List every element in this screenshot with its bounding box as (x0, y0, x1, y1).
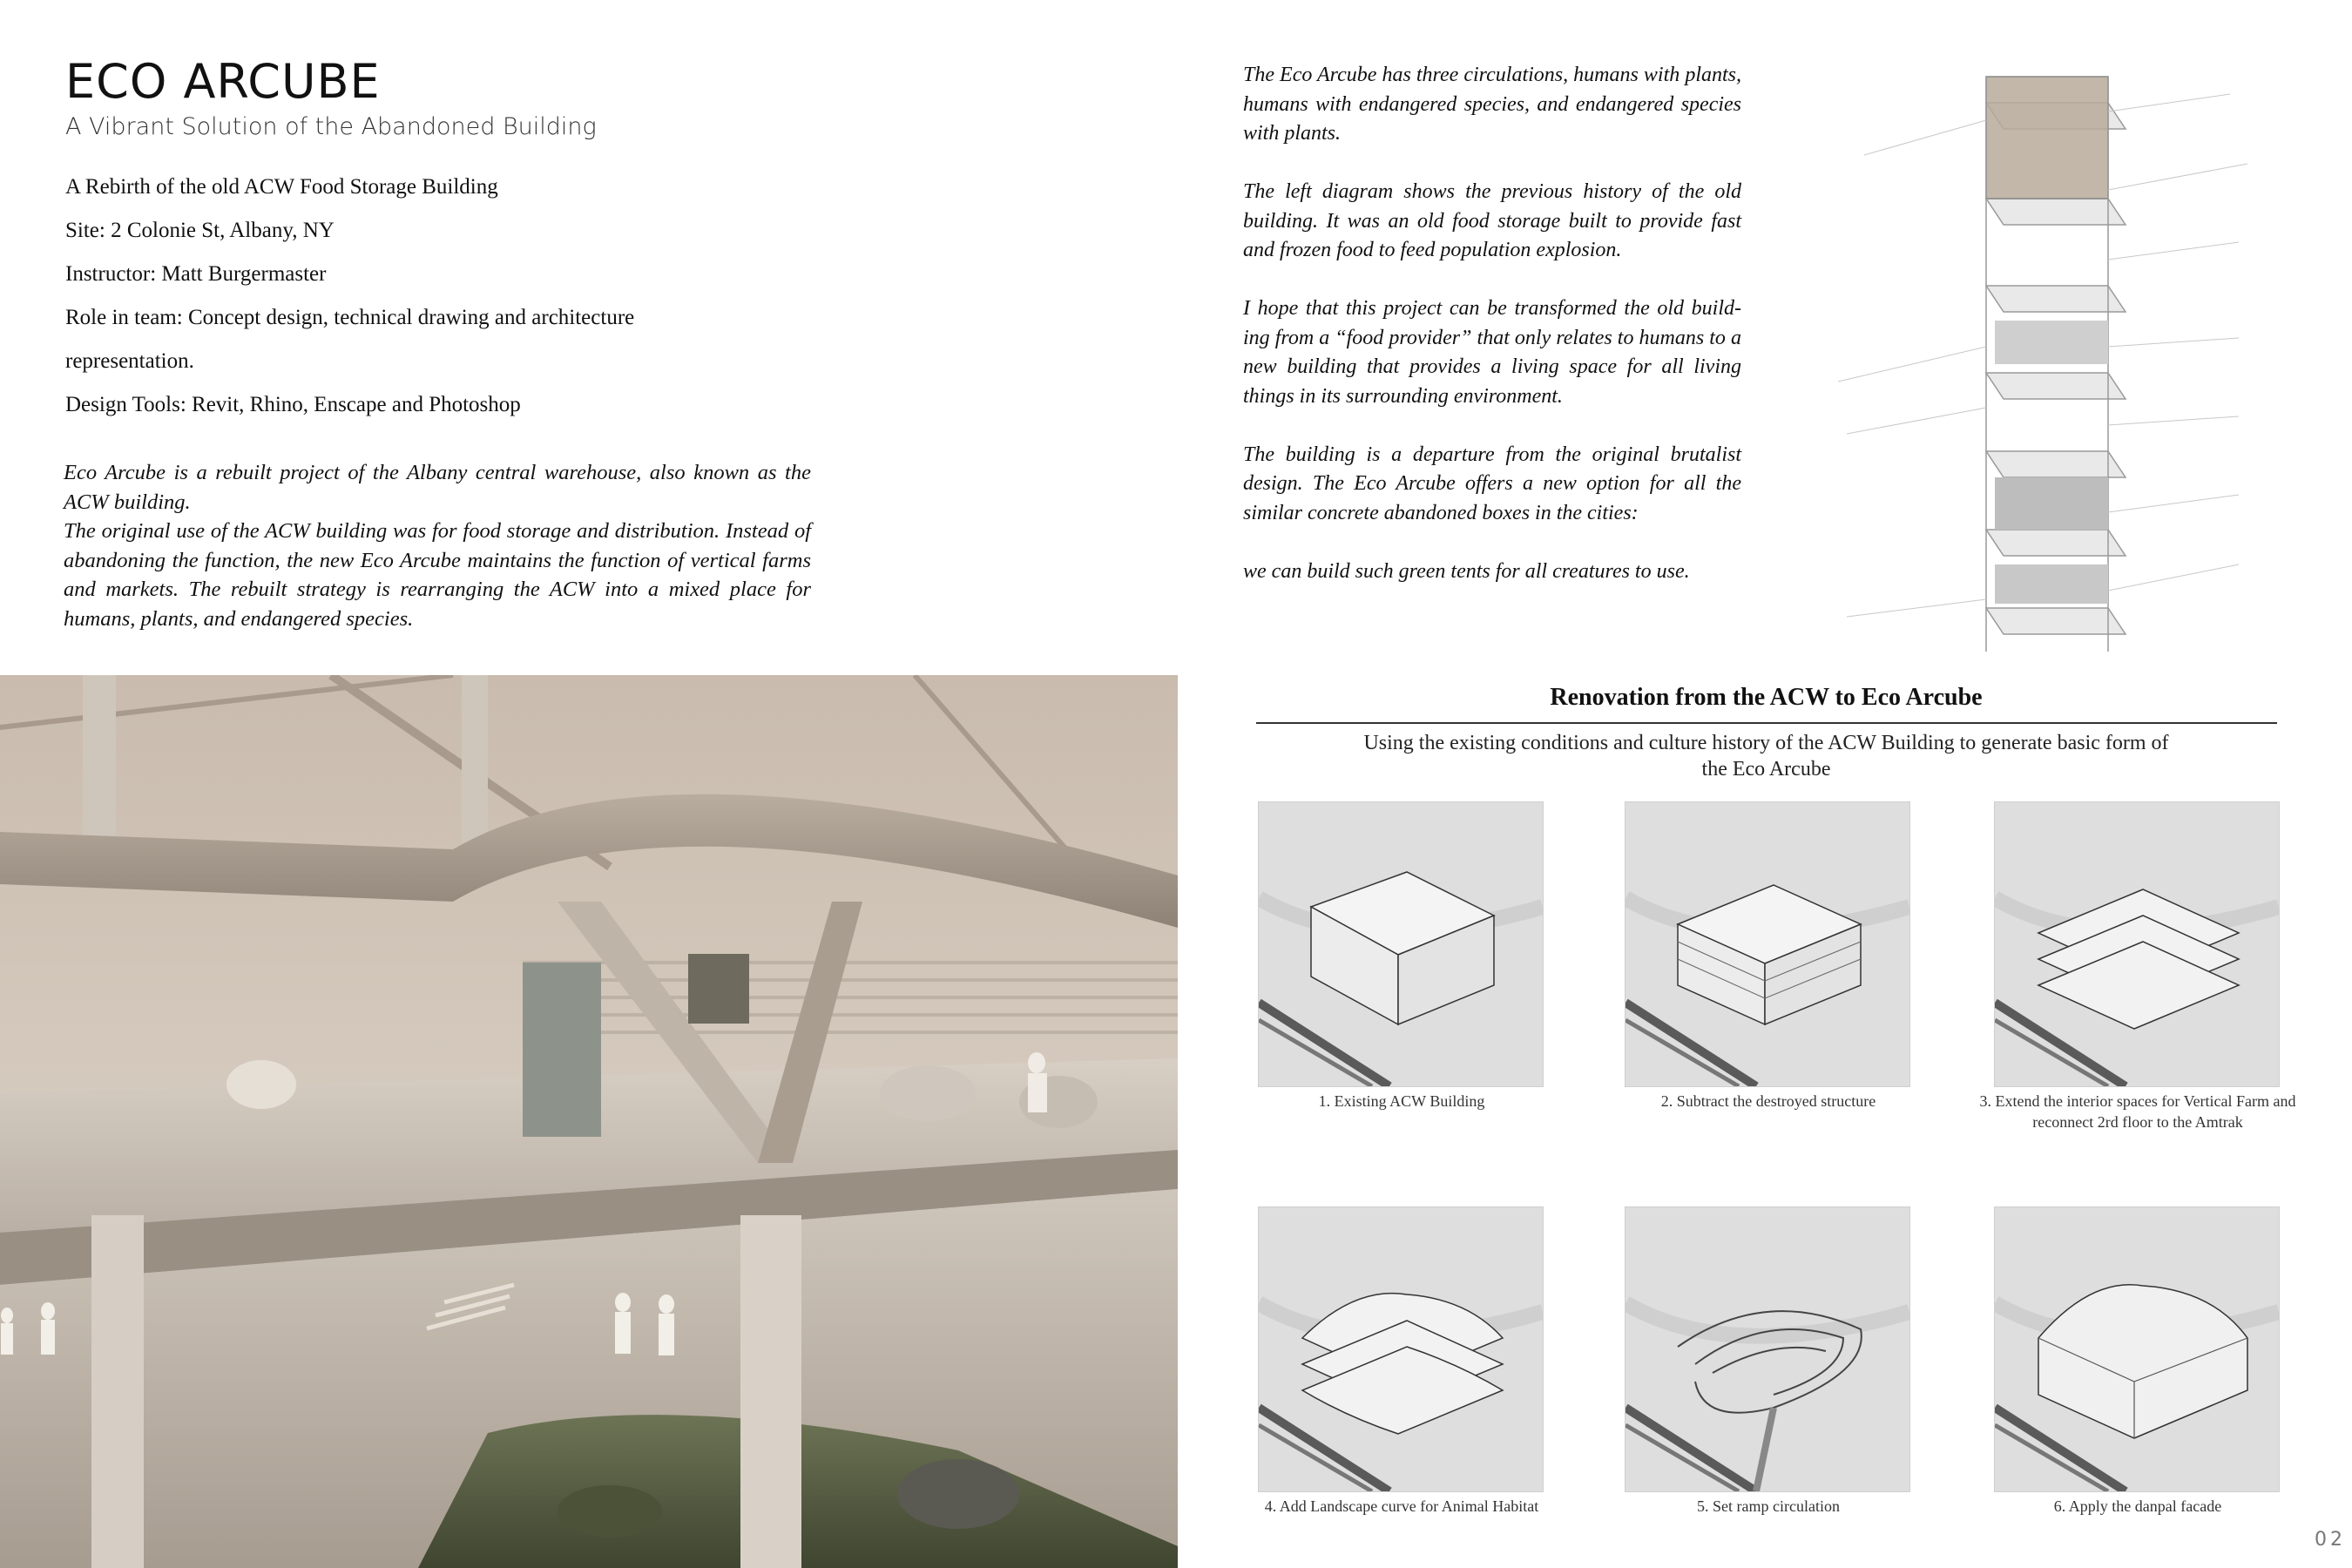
description-paragraph-4: The building is a departure from the original brutalist design. The Eco Arcube offers a new option for all the similar concrete abandoned boxes in the cities: (1243, 443, 1741, 524)
description-paragraph-3: I hope that this project can be transformed the old build-ing from a “food provider” that only relates to humans to a new building that provides a living space for all living things in its surrounding environment. (1243, 297, 1741, 408)
renovation-subtitle: Using the existing conditions and culture history of the ACW Building to generate basic form of the Eco Arcube (1363, 732, 2169, 781)
step-diagram-image (1258, 1206, 1544, 1492)
info-line-site: Site: 2 Colonie St, Albany, NY (65, 219, 335, 242)
page-title: ECO ARCUBE (65, 54, 381, 109)
project-description (1243, 61, 1741, 616)
description-paragraph-1: The Eco Arcube has three circulations, humans with plants, humans with endangered species, and endangered species with plants. (1243, 64, 1741, 145)
renovation-step-2 (1625, 801, 1912, 1112)
info-line-role: Role in team: Concept design, technical drawing and architecture (65, 306, 635, 329)
page-subtitle: A Vibrant Solution of the Abandoned Building (65, 113, 597, 140)
intro-text-2: The original use of the ACW building was for food storage and distribution. Instead of abandoning the function, the new Eco Arcube maintains the function of vertical farms and markets. The rebuilt strategy is rearranging the ACW into a mixed place for humans, plants, and endangered species. (64, 519, 811, 631)
step-caption: 1. Existing ACW Building (1318, 1092, 1485, 1110)
renovation-step-4 (1258, 1206, 1545, 1517)
info-line-rebirth: A Rebirth of the old ACW Food Storage Building (65, 175, 498, 199)
intro-text-1: Eco Arcube is a rebuilt project of the Albany central warehouse, also known as the ACW building. (64, 461, 811, 514)
step-caption: 5. Set ramp circulation (1697, 1497, 1840, 1515)
description-paragraph-2: The left diagram shows the previous history of the old building. It was an old food storage built to provide fast and frozen food to feed population explosion. (1243, 180, 1741, 261)
step-caption: 4. Add Landscape curve for Animal Habitat (1264, 1497, 1539, 1515)
step-diagram-image (1625, 1206, 1910, 1492)
step-caption: 2. Subtract the destroyed structure (1660, 1092, 1876, 1110)
step-diagram-image (1258, 801, 1544, 1087)
interior-render-image (0, 675, 1178, 1568)
renovation-step-6 (1994, 1206, 2281, 1517)
renovation-step-3 (1979, 801, 2296, 1132)
renovation-divider (1256, 722, 2277, 724)
info-line-tools: Design Tools: Revit, Rhino, Enscape and Photoshop (65, 393, 521, 416)
renovation-step-1 (1258, 801, 1545, 1112)
renovation-title: Renovation from the ACW to Eco Arcube (1550, 684, 1983, 711)
page-number: 02 (2315, 1529, 2346, 1551)
step-diagram-image (1625, 801, 1910, 1087)
info-line-instructor: Instructor: Matt Burgermaster (65, 262, 327, 286)
project-info (65, 166, 849, 427)
step-caption: 3. Extend the interior spaces for Vertical Farm and reconnect 2rd floor to the Amtrak (1979, 1092, 2296, 1131)
description-paragraph-5: we can build such green tents for all creatures to use. (1243, 559, 1690, 583)
intro-paragraph (64, 458, 811, 633)
renovation-step-5 (1625, 1206, 1912, 1517)
step-diagram-image (1994, 1206, 2280, 1492)
step-caption: 6. Apply the danpal facade (2053, 1497, 2222, 1515)
exploded-history-diagram (1812, 59, 2265, 669)
step-diagram-image (1994, 801, 2280, 1087)
info-line-role-cont: representation. (65, 349, 194, 373)
